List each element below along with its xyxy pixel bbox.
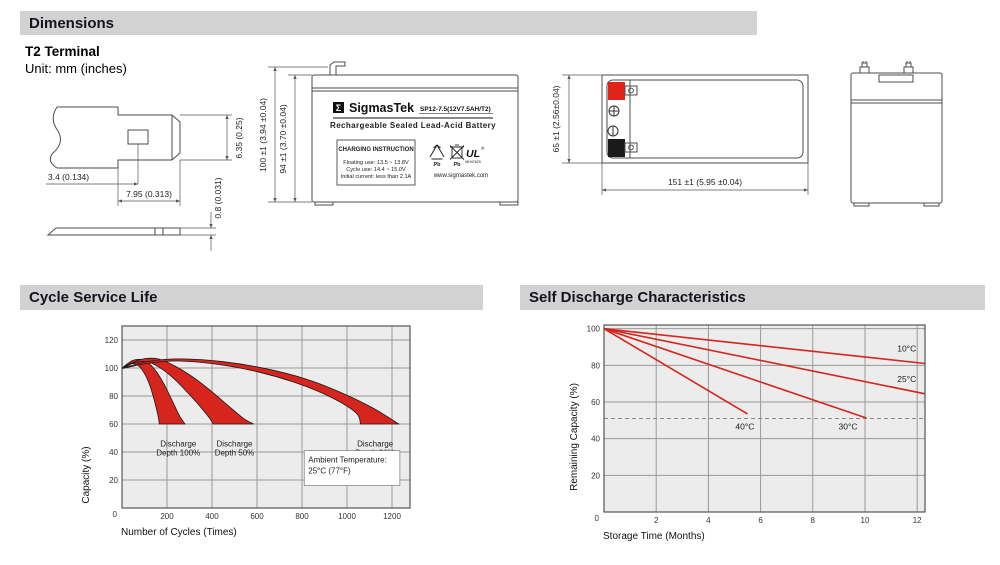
svg-text:80: 80 xyxy=(109,392,118,401)
side-terminal-left xyxy=(860,61,869,73)
svg-text:151 ±1 (5.95 ±0.04): 151 ±1 (5.95 ±0.04) xyxy=(667,177,743,187)
svg-text:40: 40 xyxy=(591,434,600,444)
battery-subtitle: Rechargeable Sealed Lead-Acid Battery xyxy=(330,121,496,130)
x-axis-title: Number of Cycles (Times) xyxy=(121,527,237,538)
minus-symbol-icon xyxy=(608,126,618,136)
battery-label xyxy=(330,101,496,185)
svg-text:Floating use: 13.5 ~ 13.8V: Floating use: 13.5 ~ 13.8V xyxy=(343,160,409,166)
svg-text:8: 8 xyxy=(810,516,816,525)
unit-note: Unit: mm (inches) xyxy=(25,61,127,76)
svg-text:4: 4 xyxy=(706,516,711,525)
terminal-hole xyxy=(128,130,148,144)
svg-text:20: 20 xyxy=(591,471,600,481)
svg-text:Σ: Σ xyxy=(335,103,342,113)
svg-text:6: 6 xyxy=(758,516,763,525)
svg-text:200: 200 xyxy=(160,512,174,521)
ul-file-number: MH47629 xyxy=(465,160,481,164)
battery-top-outline xyxy=(602,75,808,163)
ul-mark-icon xyxy=(465,145,485,164)
brand-name: SigmasTek xyxy=(349,101,415,115)
dim-94 xyxy=(278,75,312,202)
svg-text:6.35 (0.25): 6.35 (0.25) xyxy=(234,117,244,159)
terminal-outline xyxy=(50,107,180,168)
y-axis-title: Remaining Capacity (%) xyxy=(569,383,580,491)
svg-text:40: 40 xyxy=(109,448,118,457)
series-label: 25°C xyxy=(897,373,917,384)
series-label: 10°C xyxy=(897,343,917,354)
series-label: Discharge Depth 50% xyxy=(214,439,255,458)
svg-text:1200: 1200 xyxy=(383,512,401,521)
svg-text:94 ±1 (3.70 ±0.04): 94 ±1 (3.70 ±0.04) xyxy=(278,104,288,174)
positive-terminal-pad xyxy=(608,82,625,100)
svg-text:10: 10 xyxy=(860,516,870,525)
svg-text:®: ® xyxy=(481,146,485,151)
terminal-type-title: T2 Terminal xyxy=(25,44,100,59)
charging-instruction-box xyxy=(337,140,415,185)
svg-text:UL: UL xyxy=(466,148,480,160)
svg-text:Pb: Pb xyxy=(453,162,461,168)
series-label: 30°C xyxy=(838,421,858,432)
cycle-service-life-header xyxy=(20,285,483,310)
svg-text:400: 400 xyxy=(205,512,219,521)
front-view-drawing xyxy=(255,55,535,250)
svg-text:0: 0 xyxy=(594,514,599,523)
y-axis-title: Capacity (%) xyxy=(81,446,92,504)
dim-6-35 xyxy=(180,115,244,160)
terminal-side-strip xyxy=(48,228,180,235)
x-axis-title: Storage Time (Months) xyxy=(603,531,705,542)
svg-text:60: 60 xyxy=(591,398,600,407)
svg-text:1000: 1000 xyxy=(338,512,356,521)
ambient-temperature-text: Ambient Temperature: 25°C (77°F) xyxy=(308,455,387,476)
front-terminal-tab xyxy=(330,62,345,75)
dim-3-4 xyxy=(46,144,138,184)
positive-blade xyxy=(625,86,637,95)
dim-100 xyxy=(258,67,328,202)
series-label: Discharge Depth 100% xyxy=(156,439,201,458)
svg-text:80: 80 xyxy=(591,361,600,371)
terminal-detail-drawing xyxy=(20,60,260,256)
dim-65 xyxy=(551,75,602,163)
pb-recycle-icon xyxy=(430,145,444,159)
svg-text:100 ±1 (3.94 ±0.04): 100 ±1 (3.94 ±0.04) xyxy=(258,97,268,173)
self-discharge-title: Self Discharge Characteristics xyxy=(529,289,746,306)
svg-text:120: 120 xyxy=(104,336,118,345)
negative-blade xyxy=(625,143,637,152)
model-number: SP12-7.5(12V7.5AH/T2) xyxy=(420,106,491,113)
series-label: 40°C xyxy=(735,421,755,432)
self-discharge-chart xyxy=(525,315,990,565)
svg-text:65 ±1 (2.56±0.04): 65 ±1 (2.56±0.04) xyxy=(551,85,561,153)
side-view-drawing xyxy=(840,55,990,210)
svg-text:0.8 (0.031): 0.8 (0.031) xyxy=(213,177,223,219)
self-discharge-header xyxy=(520,285,985,310)
svg-text:12: 12 xyxy=(912,516,922,525)
negative-terminal-pad xyxy=(608,139,625,157)
dim-151 xyxy=(602,163,808,195)
svg-text:Cycle use: 14.4 ~ 15.0V: Cycle use: 14.4 ~ 15.0V xyxy=(346,167,406,173)
svg-text:2: 2 xyxy=(653,516,659,525)
svg-text:7.95 (0.313): 7.95 (0.313) xyxy=(126,189,172,199)
side-terminal-right xyxy=(904,61,913,73)
dimensions-section-header xyxy=(20,11,757,35)
battery-side-outline xyxy=(851,61,942,206)
svg-text:800: 800 xyxy=(295,512,309,521)
website-text: www.sigmastek.com xyxy=(433,173,489,179)
plus-symbol-icon xyxy=(609,106,619,116)
pb-trash-icon xyxy=(450,145,464,160)
dimensions-section-title: Dimensions xyxy=(29,14,115,32)
svg-text:20: 20 xyxy=(109,476,118,485)
svg-text:600: 600 xyxy=(250,512,264,521)
svg-text:CHARGING INSTRUCTION: CHARGING INSTRUCTION xyxy=(338,147,414,153)
top-view-drawing xyxy=(545,55,835,210)
plot-area xyxy=(604,325,925,512)
dim-0-8 xyxy=(180,177,223,251)
svg-text:Pb: Pb xyxy=(433,162,441,168)
dim-7-95 xyxy=(118,160,180,206)
svg-text:0: 0 xyxy=(112,510,117,519)
cycle-service-life-title: Cycle Service Life xyxy=(29,289,158,306)
svg-text:100: 100 xyxy=(104,364,118,373)
cycle-service-life-chart xyxy=(75,315,505,565)
svg-text:60: 60 xyxy=(109,420,118,429)
svg-text:100: 100 xyxy=(586,324,600,334)
svg-text:Initial current: less than 2.1: Initial current: less than 2.1A xyxy=(340,174,412,180)
series-label: Discharge xyxy=(357,439,394,449)
svg-text:3.4 (0.134): 3.4 (0.134) xyxy=(48,172,90,182)
